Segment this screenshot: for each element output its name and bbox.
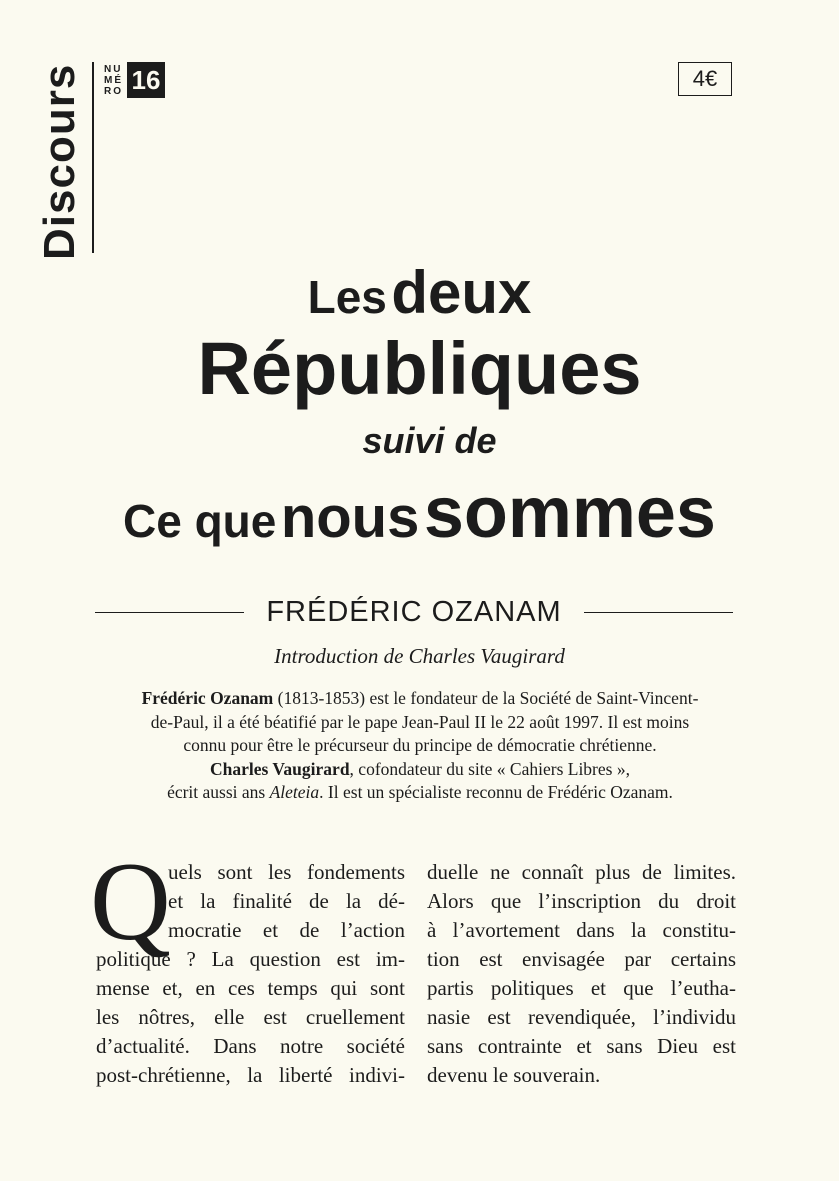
numero-label-part: RO	[104, 86, 123, 97]
vertical-divider	[92, 62, 94, 253]
introduction-credit: Introduction de Charles Vaugirard	[274, 644, 565, 668]
body-line: et la finalité de la dé-	[168, 889, 405, 913]
title-word: sommes	[423, 473, 716, 553]
issue-number: 16	[127, 62, 165, 98]
author-bio	[60, 687, 780, 805]
body-line: les nôtres, elle est cruellement	[96, 1005, 405, 1029]
bio-text: , cofondateur du site « Cahiers Libres »,	[349, 758, 630, 779]
body-line: mense et, en ces temps qui sont	[96, 976, 405, 1000]
body-line: post-chrétienne, la liberté indivi-	[96, 1063, 405, 1087]
author-name: FRÉDÉRIC OZANAM	[266, 596, 562, 628]
bio-text: . Il est un spécialiste reconnu de Frédéric Ozanam.	[319, 782, 673, 802]
body-line: duelle ne connaît plus de limites.	[427, 860, 736, 884]
title-line-1	[0, 258, 839, 327]
title-line-4	[0, 472, 839, 554]
body-line: politique ? La question est im-	[96, 947, 405, 971]
body-line: à l’avortement dans la constitu-	[427, 918, 736, 942]
price-tag: 4€	[678, 62, 732, 96]
divider-right	[584, 612, 733, 614]
bio-text: connu pour être le précurseur du principe de démocratie chrétienne.	[183, 735, 657, 755]
drop-cap: Q	[90, 840, 171, 964]
body-column-right	[427, 858, 736, 1090]
body-line: devenu le souverain.	[427, 1063, 601, 1087]
series-title: Discours	[35, 63, 84, 260]
divider-left	[95, 612, 244, 614]
bio-text: écrit aussi ans	[167, 782, 270, 802]
bio-text: (1813-1853) est le fondateur de la Société de Saint-Vincent-	[273, 688, 699, 708]
bio-text: de-Paul, il a été béatifié par le pape Jean-Paul II le 22 août 1997. Il est moins	[150, 711, 690, 732]
body-line: tion est envisagée par certains	[427, 947, 736, 971]
title-word: Les	[307, 271, 387, 323]
title-word: deux	[391, 259, 532, 326]
title-connector: suivi de	[362, 420, 497, 461]
bio-publication: Aleteia	[269, 782, 320, 802]
bio-name: Frédéric Ozanam	[141, 688, 274, 708]
body-line: d’actualité. Dans notre société	[96, 1034, 405, 1058]
body-line: Alors que l’inscription du droit	[427, 889, 736, 913]
body-line: uels sont les fondements	[168, 860, 405, 884]
body-line: mocratie et de l’action	[168, 918, 405, 942]
body-line: sans contrainte et sans Dieu est	[427, 1034, 736, 1058]
numero-label-part: MÉ	[104, 75, 123, 86]
body-column-left	[96, 858, 405, 1090]
body-line: partis politiques et que l’eutha-	[427, 976, 736, 1000]
title-line-2: Républiques	[197, 327, 642, 410]
author-row	[95, 596, 733, 629]
numero-label-part: NU	[104, 64, 123, 75]
body-line: nasie est revendiquée, l’individu	[427, 1005, 736, 1029]
numero-label	[104, 64, 123, 97]
title-word: Ce que	[123, 495, 277, 547]
bio-name: Charles Vaugirard	[210, 758, 350, 779]
title-word: nous	[280, 485, 420, 550]
